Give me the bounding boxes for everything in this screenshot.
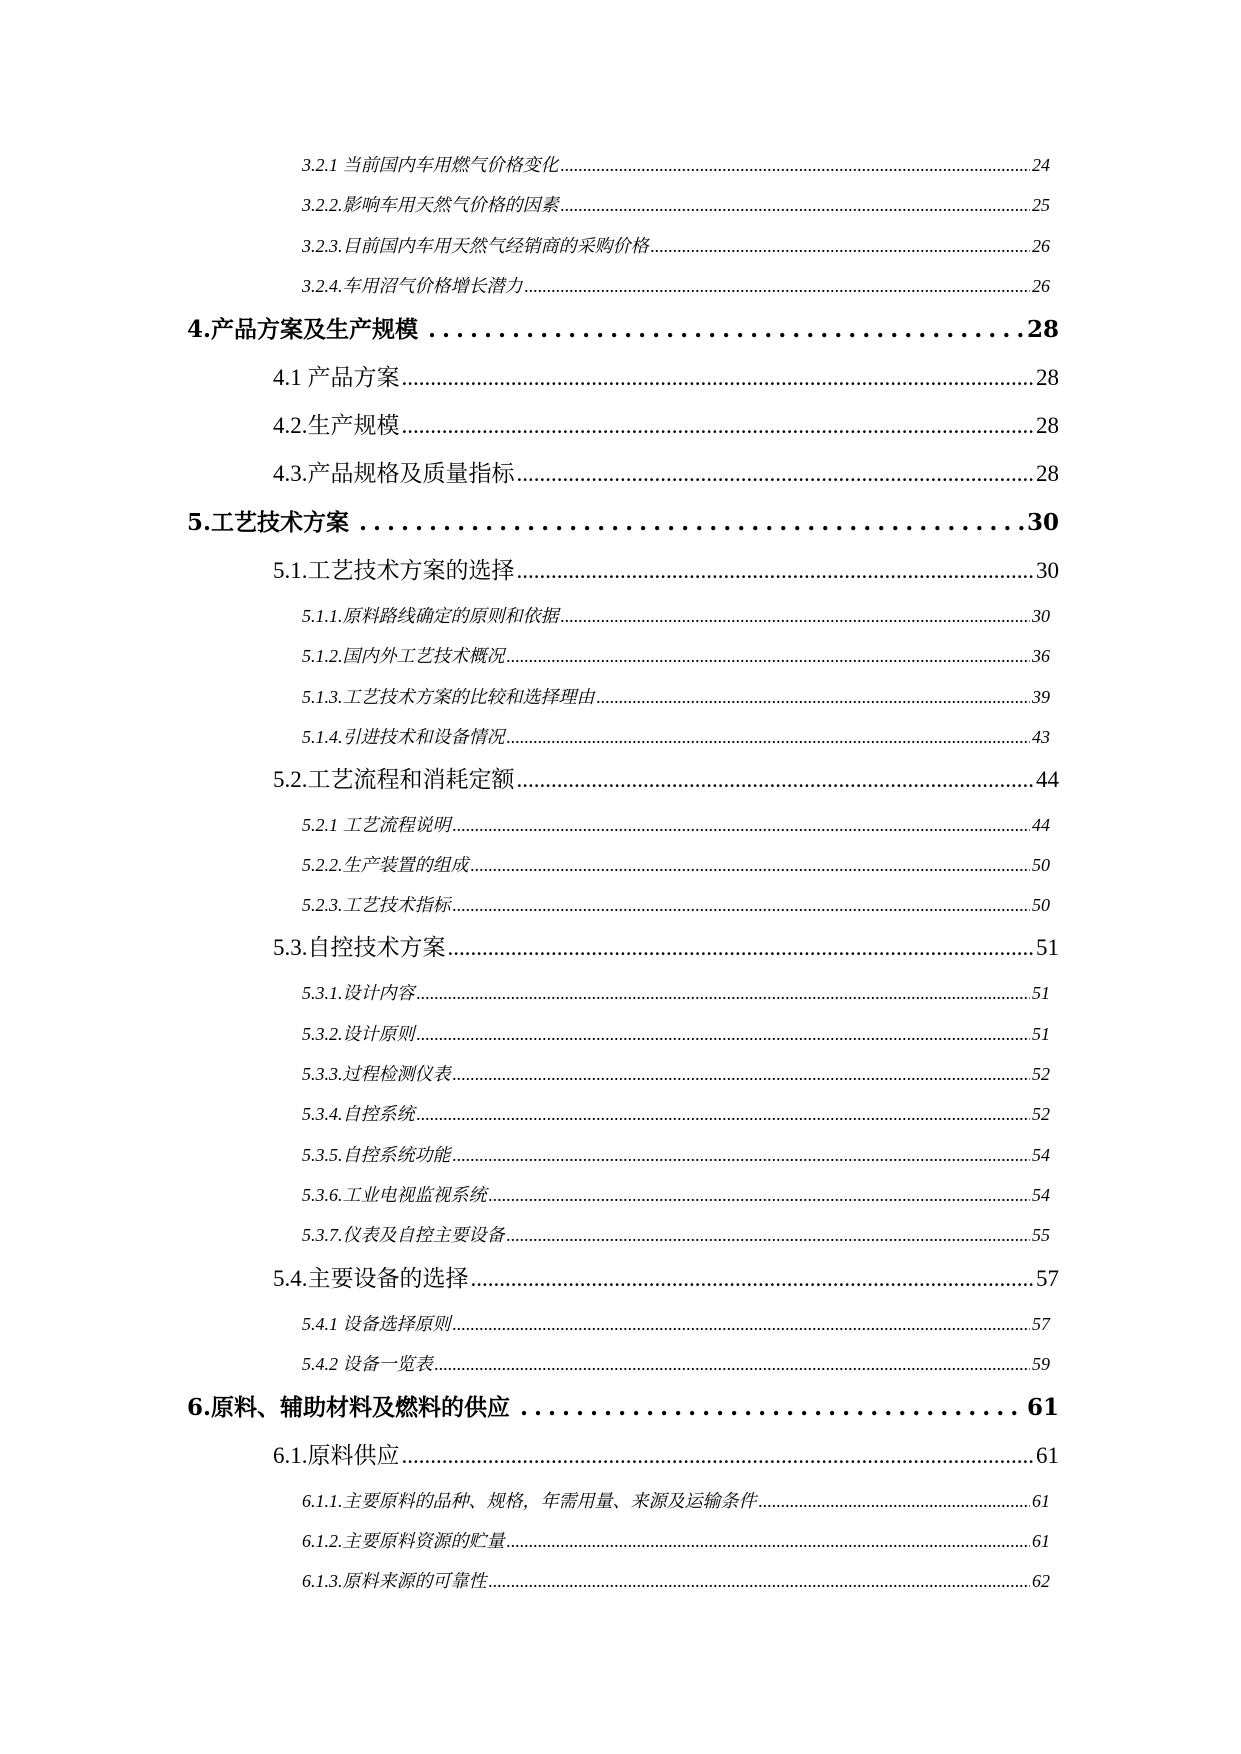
- toc-entry-page: 36: [1032, 646, 1050, 666]
- dot-leader: [453, 1311, 1031, 1337]
- toc-entry-title: 5.3.3.过程检测仪表: [302, 1064, 451, 1084]
- toc-chapter-page: 61: [1026, 1394, 1059, 1421]
- dot-leader: [651, 233, 1031, 259]
- toc-entry-page: 24: [1032, 155, 1050, 175]
- toc-chapter-page: 28: [1026, 316, 1059, 343]
- toc-chapter[interactable]: [187, 1392, 1059, 1424]
- toc-entry-title: 5.3.7.仪表及自控主要设备: [302, 1225, 505, 1245]
- toc-entry-page: 44: [1032, 815, 1050, 835]
- toc-section-title: 6.1.原料供应: [273, 1443, 400, 1468]
- toc-section-page: 51: [1036, 935, 1059, 960]
- toc-entry-title: 6.1.2.主要原料资源的贮量: [302, 1531, 505, 1551]
- toc-entry-title: 5.3.5.自控系统功能: [302, 1145, 451, 1165]
- toc-entry-title: 5.1.1.原料路线确定的原则和依据: [302, 606, 559, 626]
- toc-section-title: 5.1.工艺技术方案的选择: [273, 558, 515, 583]
- dot-leader: [489, 1568, 1031, 1594]
- toc-entry-title: 5.1.4.引进技术和设备情况: [302, 727, 505, 747]
- toc-entry-page: 61: [1032, 1531, 1050, 1551]
- toc-section-page: 28: [1036, 365, 1059, 390]
- toc-section-page: 28: [1036, 413, 1059, 438]
- dot-leader: [417, 980, 1031, 1006]
- toc-section-title: 4.1 产品方案: [273, 365, 400, 390]
- dot-leader: [402, 410, 1035, 442]
- toc-entry[interactable]: [302, 852, 1050, 878]
- toc-entry[interactable]: [302, 1488, 1050, 1514]
- toc-entry-title: 5.2.3.工艺技术指标: [302, 895, 451, 915]
- toc-entry[interactable]: [302, 1311, 1050, 1337]
- toc-entry-title: 3.2.1 当前国内车用燃气价格变化: [302, 155, 559, 175]
- toc-entry-page: 55: [1032, 1225, 1050, 1245]
- dot-leader: [448, 932, 1035, 964]
- toc-entry[interactable]: [302, 1222, 1050, 1248]
- toc-entry-title: 6.1.3.原料来源的可靠性: [302, 1571, 487, 1591]
- toc-section-title: 5.4.主要设备的选择: [273, 1266, 469, 1291]
- toc-chapter-title: 5.工艺技术方案: [187, 509, 350, 536]
- toc-chapter-title: 4.产品方案及生产规模: [187, 316, 419, 343]
- toc-section[interactable]: [273, 410, 1059, 442]
- toc-entry[interactable]: [302, 192, 1050, 218]
- toc-entry[interactable]: [302, 233, 1050, 259]
- dot-leader: [517, 555, 1035, 587]
- toc-entry[interactable]: [302, 1182, 1050, 1208]
- toc-entry-page: 59: [1032, 1354, 1050, 1374]
- toc-entry[interactable]: [302, 1568, 1050, 1594]
- toc-entry[interactable]: [302, 684, 1050, 710]
- toc-entry[interactable]: [302, 724, 1050, 750]
- dot-leader: [597, 684, 1031, 710]
- dot-leader: [471, 1263, 1035, 1295]
- toc-entry[interactable]: [302, 1142, 1050, 1168]
- toc-entry[interactable]: [302, 1101, 1050, 1127]
- toc-section[interactable]: [273, 458, 1059, 490]
- toc-entry-title: 5.3.6.工业电视监视系统: [302, 1185, 487, 1205]
- toc-entry-page: 26: [1032, 276, 1050, 296]
- toc-entry-page: 61: [1032, 1491, 1050, 1511]
- toc-entry-page: 52: [1032, 1064, 1050, 1084]
- toc-entry-title: 5.4.2 设备一览表: [302, 1354, 433, 1374]
- dot-leader: [435, 1351, 1031, 1377]
- dot-leader: [417, 1021, 1031, 1047]
- toc-entry[interactable]: [302, 1061, 1050, 1087]
- toc-entry[interactable]: [302, 1351, 1050, 1377]
- toc-section-page: 28: [1036, 461, 1059, 486]
- toc-section[interactable]: [273, 362, 1059, 394]
- toc-entry-title: 3.2.2.影响车用天然气价格的因素: [302, 195, 559, 215]
- dot-leader: [453, 1142, 1031, 1168]
- dot-leader: [517, 764, 1035, 796]
- dot-leader: [489, 1182, 1031, 1208]
- toc-entry-title: 5.1.3.工艺技术方案的比较和选择理由: [302, 687, 595, 707]
- toc-entry-page: 50: [1032, 855, 1050, 875]
- toc-chapter-page: 30: [1026, 509, 1059, 536]
- toc-section[interactable]: [273, 555, 1059, 587]
- toc-entry[interactable]: [302, 643, 1050, 669]
- toc-entry-page: 30: [1032, 606, 1050, 626]
- toc-entry-page: 62: [1032, 1571, 1050, 1591]
- toc-entry-page: 25: [1032, 195, 1050, 215]
- toc-chapter[interactable]: [187, 314, 1059, 346]
- toc-entry-page: 54: [1032, 1185, 1050, 1205]
- toc-section[interactable]: [273, 932, 1059, 964]
- dot-leader: [359, 507, 1025, 539]
- toc-entry[interactable]: [302, 603, 1050, 629]
- dot-leader: [402, 362, 1035, 394]
- toc-entry[interactable]: [302, 273, 1050, 299]
- dot-leader: [453, 1061, 1031, 1087]
- toc-entry-title: 5.3.2.设计原则: [302, 1024, 415, 1044]
- dot-leader: [453, 812, 1031, 838]
- toc-chapter[interactable]: [187, 507, 1059, 539]
- dot-leader: [517, 458, 1035, 490]
- toc-entry-page: 51: [1032, 983, 1050, 1003]
- toc-entry-title: 5.4.1 设备选择原则: [302, 1314, 451, 1334]
- dot-leader: [561, 152, 1031, 178]
- dot-leader: [507, 1528, 1031, 1554]
- toc-section[interactable]: [273, 1263, 1059, 1295]
- toc-entry-title: 3.2.4.车用沼气价格增长潜力: [302, 276, 523, 296]
- toc-entry-title: 5.1.2.国内外工艺技术概况: [302, 646, 505, 666]
- dot-leader: [402, 1440, 1035, 1472]
- toc-section[interactable]: [273, 1440, 1059, 1472]
- toc-section-title: 5.2.工艺流程和消耗定额: [273, 767, 515, 792]
- dot-leader: [520, 1392, 1025, 1424]
- dot-leader: [507, 643, 1031, 669]
- toc-section-title: 4.3.产品规格及质量指标: [273, 461, 515, 486]
- dot-leader: [417, 1101, 1031, 1127]
- toc-entry-title: 6.1.1.主要原料的品种、规格，年需用量、来源及运输条件: [302, 1491, 757, 1511]
- dot-leader: [525, 273, 1031, 299]
- toc-section[interactable]: [273, 764, 1059, 796]
- toc-entry[interactable]: [302, 1528, 1050, 1554]
- toc-entry[interactable]: [302, 892, 1050, 918]
- toc-entry-page: 39: [1032, 687, 1050, 707]
- dot-leader: [561, 603, 1031, 629]
- toc-entry-page: 26: [1032, 236, 1050, 256]
- toc-section-title: 4.2.生产规模: [273, 413, 400, 438]
- toc-section-title: 5.3.自控技术方案: [273, 935, 446, 960]
- dot-leader: [561, 192, 1031, 218]
- dot-leader: [471, 852, 1031, 878]
- toc-entry-title: 3.2.3.目前国内车用天然气经销商的采购价格: [302, 236, 649, 256]
- toc-entry[interactable]: [302, 152, 1050, 178]
- toc-entry[interactable]: [302, 812, 1050, 838]
- toc-entry-title: 5.2.2.生产装置的组成: [302, 855, 469, 875]
- toc-entry-page: 57: [1032, 1314, 1050, 1334]
- dot-leader: [507, 1222, 1031, 1248]
- dot-leader: [428, 314, 1025, 346]
- toc-section-page: 57: [1036, 1266, 1059, 1291]
- toc-entry-page: 54: [1032, 1145, 1050, 1165]
- toc-entry-page: 51: [1032, 1024, 1050, 1044]
- toc-section-page: 61: [1036, 1443, 1059, 1468]
- toc-entry[interactable]: [302, 980, 1050, 1006]
- toc-section-page: 44: [1036, 767, 1059, 792]
- toc-entry-page: 50: [1032, 895, 1050, 915]
- dot-leader: [453, 892, 1031, 918]
- toc-entry-page: 43: [1032, 727, 1050, 747]
- toc-chapter-title: 6.原料、辅助材料及燃料的供应: [187, 1394, 511, 1421]
- toc-entry-title: 5.3.1.设计内容: [302, 983, 415, 1003]
- dot-leader: [507, 724, 1031, 750]
- toc-entry-page: 52: [1032, 1104, 1050, 1124]
- toc-entry-title: 5.2.1 工艺流程说明: [302, 815, 451, 835]
- dot-leader: [759, 1488, 1031, 1514]
- toc-section-page: 30: [1036, 558, 1059, 583]
- toc-entry[interactable]: [302, 1021, 1050, 1047]
- toc-entry-title: 5.3.4.自控系统: [302, 1104, 415, 1124]
